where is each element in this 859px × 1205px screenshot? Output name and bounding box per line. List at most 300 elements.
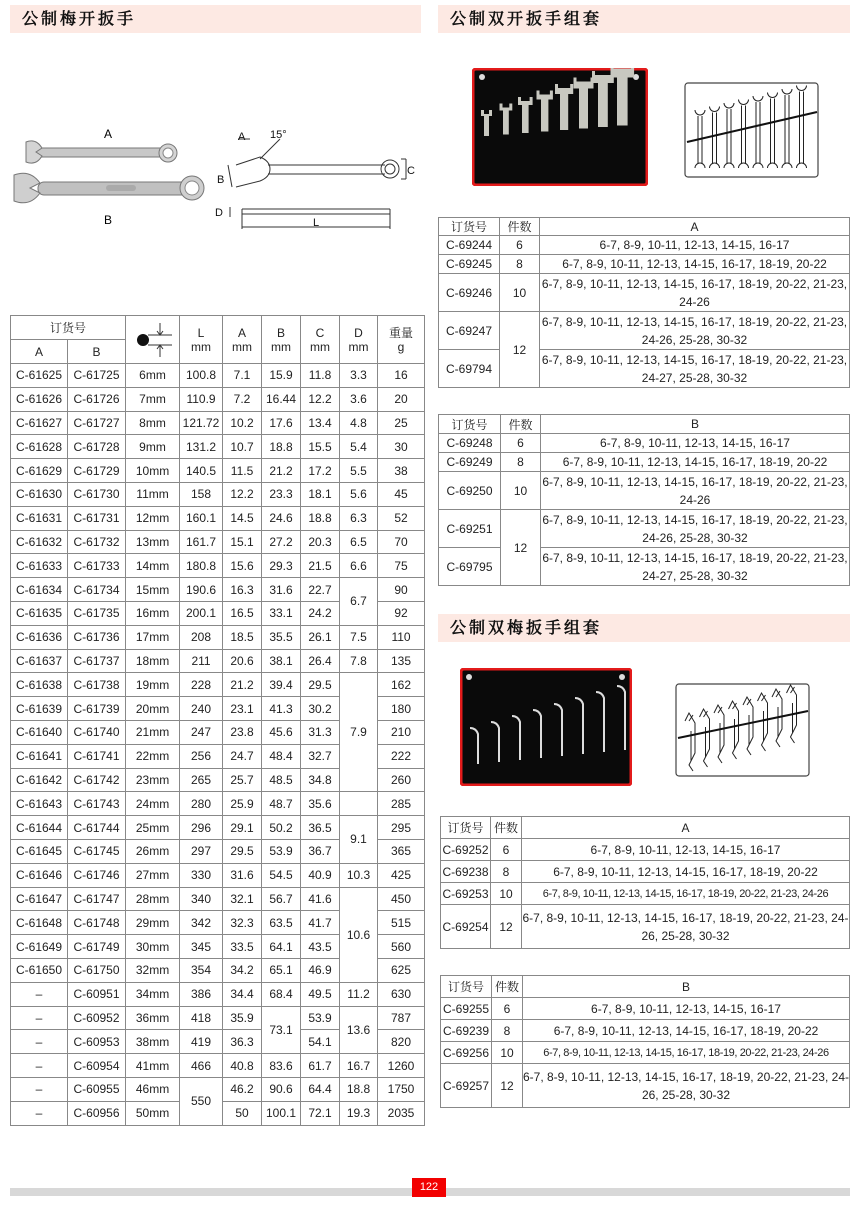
piece-count: 8 [491,861,522,883]
dim-a: 34.4 [223,982,262,1006]
order-no: C-69252 [441,839,491,861]
dim-c: 11.8 [301,364,340,388]
order-no-b: C-61729 [68,459,126,483]
table-row [441,905,850,949]
order-no-b: C-60955 [68,1077,126,1101]
order-no-b: C-60951 [68,982,126,1006]
dim-c: 29.5 [301,673,340,697]
dim-c: 61.7 [301,1054,340,1078]
dim-d: 5.4 [340,435,378,459]
header-weight: 重量 g [378,316,425,364]
size-list: 6-7, 8-9, 10-11, 12-13, 14-15, 16-17, 18-19, 20-22, 21-23, 24-26 [541,472,850,510]
size-list: 6-7, 8-9, 10-11, 12-13, 14-15, 16-17, 18-19, 20-22, 21-23, 24-27, 25-28, 30-32 [540,350,850,388]
piece-count: 8 [501,453,541,472]
order-no-b: C-61732 [68,530,126,554]
table-row [11,578,425,602]
order-no-b: C-61743 [68,792,126,816]
table-row [441,839,850,861]
order-no-b: C-61747 [68,887,126,911]
wrench-icon [560,94,568,130]
size: 36mm [126,1006,180,1030]
dim-c: 41.6 [301,887,340,911]
dim-b: 54.5 [262,863,301,887]
dim-d: 7.9 [340,673,378,792]
table-row [11,554,425,578]
dim-b: 90.6 [262,1077,301,1101]
weight: 820 [378,1030,425,1054]
size: 28mm [126,887,180,911]
order-no-b: C-60952 [68,1006,126,1030]
order-no-a: C-61643 [11,792,68,816]
size: 50mm [126,1101,180,1125]
size-list: 6-7, 8-9, 10-11, 12-13, 14-15, 16-17 [522,839,850,861]
weight: 38 [378,459,425,483]
table-row [441,861,850,883]
dim-d: 5.5 [340,459,378,483]
piece-count: 10 [492,1042,523,1064]
table-row [11,863,425,887]
header-col-a: A [11,340,68,364]
dim-d: 3.6 [340,387,378,411]
table-row [11,387,425,411]
table-row [11,482,425,506]
size-list: 6-7, 8-9, 10-11, 12-13, 14-15, 16-17, 18-19, 20-22 [522,861,850,883]
dim-l: 228 [180,673,223,697]
weight: 787 [378,1006,425,1030]
size-list: 6-7, 8-9, 10-11, 12-13, 14-15, 16-17 [523,998,850,1020]
size: 46mm [126,1077,180,1101]
table-row [11,435,425,459]
size: 16mm [126,601,180,625]
dim-d: 19.3 [340,1101,378,1125]
dim-l: 110.9 [180,387,223,411]
dim-b: 48.4 [262,744,301,768]
order-no-a: – [11,1077,68,1101]
order-no: C-69248 [439,434,501,453]
dim-c: 54.1 [301,1030,340,1054]
order-no-b: C-61746 [68,863,126,887]
double-ring-set-photo [460,668,632,786]
order-no-b: C-61741 [68,744,126,768]
dim-d [340,792,378,816]
table-row [11,1054,425,1078]
order-no-a: C-61627 [11,411,68,435]
dim-l: 208 [180,625,223,649]
weight: 630 [378,982,425,1006]
dim-a: 10.7 [223,435,262,459]
size-list: 6-7, 8-9, 10-11, 12-13, 14-15, 16-17, 18-19, 20-22 [541,453,850,472]
table-row [441,1042,850,1064]
dim-l: 131.2 [180,435,223,459]
order-no-b: C-61738 [68,673,126,697]
order-no: C-69257 [441,1064,492,1108]
dim-d: 10.3 [340,863,378,887]
order-no: C-69255 [441,998,492,1020]
table-row [11,459,425,483]
dim-c: 36.7 [301,839,340,863]
table-row [11,792,425,816]
weight: 295 [378,816,425,840]
weight: 285 [378,792,425,816]
order-no-a: C-61647 [11,887,68,911]
wrench-b-image [14,173,204,203]
weight: 90 [378,578,425,602]
dim-d: 10.6 [340,887,378,982]
order-no-a: C-61644 [11,816,68,840]
table-row [11,1077,425,1101]
weight: 70 [378,530,425,554]
order-no-a: – [11,982,68,1006]
table-row [11,506,425,530]
photo-label-a: A [103,127,113,141]
header-l: L mm [180,316,223,364]
dim-c: 49.5 [301,982,340,1006]
table-row [11,625,425,649]
dim-l: 340 [180,887,223,911]
dim-b: 45.6 [262,720,301,744]
dim-l: 354 [180,958,223,982]
dim-b: 35.5 [262,625,301,649]
dim-b: 48.5 [262,768,301,792]
dim-a: 21.2 [223,673,262,697]
double-open-set-table-b [438,414,850,586]
dim-l: 247 [180,720,223,744]
order-no-b: C-61726 [68,387,126,411]
size: 17mm [126,625,180,649]
dim-c: 15.5 [301,435,340,459]
dim-a: 16.3 [223,578,262,602]
order-no-a: C-61633 [11,554,68,578]
weight: 450 [378,887,425,911]
dim-b: 24.6 [262,506,301,530]
wrench-icon [598,83,608,127]
order-no: C-69244 [439,236,500,255]
dim-c: 41.7 [301,911,340,935]
piece-count: 8 [500,255,540,274]
wrench-icon [503,111,509,135]
wrench-a-image [26,141,177,163]
weight: 110 [378,625,425,649]
table-row [11,649,425,673]
weight: 162 [378,673,425,697]
header-a: A mm [223,316,262,364]
dim-l: 280 [180,792,223,816]
size: 7mm [126,387,180,411]
order-no-a: C-61629 [11,459,68,483]
dim-a: 14.5 [223,506,262,530]
dim-d: 4.8 [340,411,378,435]
dim-b: 16.44 [262,387,301,411]
dim-c: 31.3 [301,720,340,744]
dim-a: 33.5 [223,935,262,959]
dim-c: 64.4 [301,1077,340,1101]
dim-c: 22.7 [301,578,340,602]
weight: 365 [378,839,425,863]
piece-count: 12 [492,1064,523,1108]
dim-c: 20.3 [301,530,340,554]
weight: 210 [378,720,425,744]
dim-b: 29.3 [262,554,301,578]
order-no-a: C-61649 [11,935,68,959]
piece-count: 6 [492,998,523,1020]
order-no: C-69256 [441,1042,492,1064]
dim-a: 25.7 [223,768,262,792]
order-no-b: C-61748 [68,911,126,935]
dim-l: 386 [180,982,223,1006]
order-no-a: – [11,1006,68,1030]
size: 23mm [126,768,180,792]
size-list: 6-7, 8-9, 10-11, 12-13, 14-15, 16-17, 18-19, 20-22, 21-23, 24-27, 25-28, 30-32 [541,548,850,586]
header-sizes: A [540,218,850,236]
table-row [439,510,850,548]
wrench-photo [8,120,208,230]
order-no: C-69245 [439,255,500,274]
size: 29mm [126,911,180,935]
page-number: 122 [412,1178,446,1197]
dim-c: 13.4 [301,411,340,435]
order-no-b: C-60954 [68,1054,126,1078]
dim-a: 7.1 [223,364,262,388]
order-no-a: C-61634 [11,578,68,602]
table-row [439,274,850,312]
order-no-b: C-61736 [68,625,126,649]
size-list: 6-7, 8-9, 10-11, 12-13, 14-15, 16-17, 18-19, 20-22, 21-23, 24-26 [522,883,850,905]
dim-d: 9.1 [340,816,378,864]
dim-c: 43.5 [301,935,340,959]
order-no: C-69253 [441,883,491,905]
header-order-no: 订货号 [441,817,491,839]
piece-count: 6 [501,434,541,453]
size: 8mm [126,411,180,435]
dim-a: 12.2 [223,482,262,506]
size-list: 6-7, 8-9, 10-11, 12-13, 14-15, 16-17 [540,236,850,255]
dim-l: 466 [180,1054,223,1078]
size: 6mm [126,364,180,388]
dim-c: 72.1 [301,1101,340,1125]
dim-d: 7.5 [340,625,378,649]
header-order-no: 订货号 [441,976,492,998]
header-d: D mm [340,316,378,364]
dim-a: 25.9 [223,792,262,816]
diagram-label-a: A [238,131,246,143]
dim-d: 6.6 [340,554,378,578]
weight: 20 [378,387,425,411]
dim-a: 32.1 [223,887,262,911]
dim-a: 32.3 [223,911,262,935]
size: 15mm [126,578,180,602]
dim-a: 31.6 [223,863,262,887]
table-row [11,982,425,1006]
order-no-a: C-61650 [11,958,68,982]
table-row [11,1006,425,1030]
weight: 52 [378,506,425,530]
weight: 515 [378,911,425,935]
dim-d: 7.8 [340,649,378,673]
dim-l: 342 [180,911,223,935]
piece-count: 8 [492,1020,523,1042]
order-no-b: C-61735 [68,601,126,625]
size: 20mm [126,697,180,721]
dim-l: 256 [180,744,223,768]
table-row [439,236,850,255]
header-sizes: B [523,976,850,998]
order-no-a: – [11,1030,68,1054]
size-list: 6-7, 8-9, 10-11, 12-13, 14-15, 16-17, 18-19, 20-22 [540,255,850,274]
dim-b: 56.7 [262,887,301,911]
order-no-a: C-61631 [11,506,68,530]
order-no-b: C-61725 [68,364,126,388]
size-list: 6-7, 8-9, 10-11, 12-13, 14-15, 16-17, 18-19, 20-22, 21-23, 24-26 [540,274,850,312]
diagram-label-d: D [215,207,223,219]
section-title-double-open-set: 公制双开扳手组套 [438,5,850,33]
table-row [11,411,425,435]
order-no-b: C-60953 [68,1030,126,1054]
weight: 135 [378,649,425,673]
section-title-double-ring-set: 公制双梅扳手组套 [438,614,850,642]
size-list: 6-7, 8-9, 10-11, 12-13, 14-15, 16-17, 18-19, 20-22, 21-23, 24-26, 25-28, 30-32 [540,312,850,350]
size-list: 6-7, 8-9, 10-11, 12-13, 14-15, 16-17, 18-19, 20-22, 21-23, 24-26 [523,1042,850,1064]
size-list: 6-7, 8-9, 10-11, 12-13, 14-15, 16-17 [541,434,850,453]
diagram-label-angle: 15° [270,129,287,141]
table-row [441,1064,850,1108]
weight: 25 [378,411,425,435]
dim-a: 15.6 [223,554,262,578]
table-row [441,998,850,1020]
size: 12mm [126,506,180,530]
dim-b: 18.8 [262,435,301,459]
size: 38mm [126,1030,180,1054]
order-no-b: C-61730 [68,482,126,506]
dim-l: 190.6 [180,578,223,602]
dim-b: 64.1 [262,935,301,959]
order-no: C-69250 [439,472,501,510]
double-ring-set-table-b [440,975,850,1108]
double-open-set-drawing [684,82,820,180]
dim-a: 40.8 [223,1054,262,1078]
size: 19mm [126,673,180,697]
dim-d: 6.7 [340,578,378,626]
dim-d: 11.2 [340,982,378,1006]
dim-l: 180.8 [180,554,223,578]
dim-d: 16.7 [340,1054,378,1078]
size: 26mm [126,839,180,863]
weight: 560 [378,935,425,959]
dim-b: 50.2 [262,816,301,840]
order-no-b: C-61750 [68,958,126,982]
order-no-a: C-61630 [11,482,68,506]
double-open-set-photo [472,68,648,186]
dim-c: 17.2 [301,459,340,483]
dim-a: 15.1 [223,530,262,554]
order-no: C-69794 [439,350,500,388]
header-sizes: A [522,817,850,839]
order-no-a: – [11,1054,68,1078]
dim-c: 40.9 [301,863,340,887]
dim-l: 140.5 [180,459,223,483]
header-order-no: 订货号 [439,218,500,236]
dim-c: 53.9 [301,1006,340,1030]
dim-a: 50 [223,1101,262,1125]
dim-d: 3.3 [340,364,378,388]
order-no-a: C-61642 [11,768,68,792]
table-row [439,312,850,350]
order-no-a: C-61645 [11,839,68,863]
dim-a: 29.5 [223,839,262,863]
dim-a: 7.2 [223,387,262,411]
size: 30mm [126,935,180,959]
order-no-a: C-61648 [11,911,68,935]
table-row [11,364,425,388]
diagram-label-l: L [313,217,320,229]
order-no: C-69249 [439,453,501,472]
dim-c: 26.4 [301,649,340,673]
dim-l: 160.1 [180,506,223,530]
photo-label-b: B [103,213,113,227]
header-count: 件数 [501,415,541,434]
size: 32mm [126,958,180,982]
order-no: C-69246 [439,274,500,312]
dim-b: 100.1 [262,1101,301,1125]
piece-count: 6 [491,839,522,861]
dim-l: 211 [180,649,223,673]
dim-d: 5.6 [340,482,378,506]
dim-c: 18.1 [301,482,340,506]
dim-d: 6.5 [340,530,378,554]
dim-l: 158 [180,482,223,506]
order-no-b: C-61734 [68,578,126,602]
dim-b: 23.3 [262,482,301,506]
weight: 1750 [378,1077,425,1101]
size: 18mm [126,649,180,673]
order-no-a: C-61625 [11,364,68,388]
table-row [11,530,425,554]
diagram-label-c: C [407,165,415,177]
order-no: C-69795 [439,548,501,586]
wrench-icon [617,78,628,126]
weight: 45 [378,482,425,506]
dim-l: 330 [180,863,223,887]
weight: 625 [378,958,425,982]
table-row [11,816,425,840]
weight: 180 [378,697,425,721]
wrench-icon [484,116,489,136]
table-row [11,673,425,697]
wrench-head-icon [611,68,635,78]
order-no-b: C-61733 [68,554,126,578]
dim-b: 73.1 [262,1006,301,1054]
size: 10mm [126,459,180,483]
table-row [439,255,850,274]
order-no: C-69238 [441,861,491,883]
dim-b: 53.9 [262,839,301,863]
size: 13mm [126,530,180,554]
table-row [439,472,850,510]
double-ring-set-drawing [675,683,811,779]
diagram-label-b: B [217,174,225,186]
section-title-combination-wrench: 公制梅开扳手 [10,5,421,33]
dim-a: 35.9 [223,1006,262,1030]
dim-l: 200.1 [180,601,223,625]
dim-a: 16.5 [223,601,262,625]
header-size [126,316,180,364]
dim-b: 17.6 [262,411,301,435]
dim-c: 46.9 [301,958,340,982]
order-no-b: C-61745 [68,839,126,863]
double-ring-set-table-a [440,816,850,949]
order-no-b: C-61742 [68,768,126,792]
header-c: C mm [301,316,340,364]
header-count: 件数 [491,817,522,839]
